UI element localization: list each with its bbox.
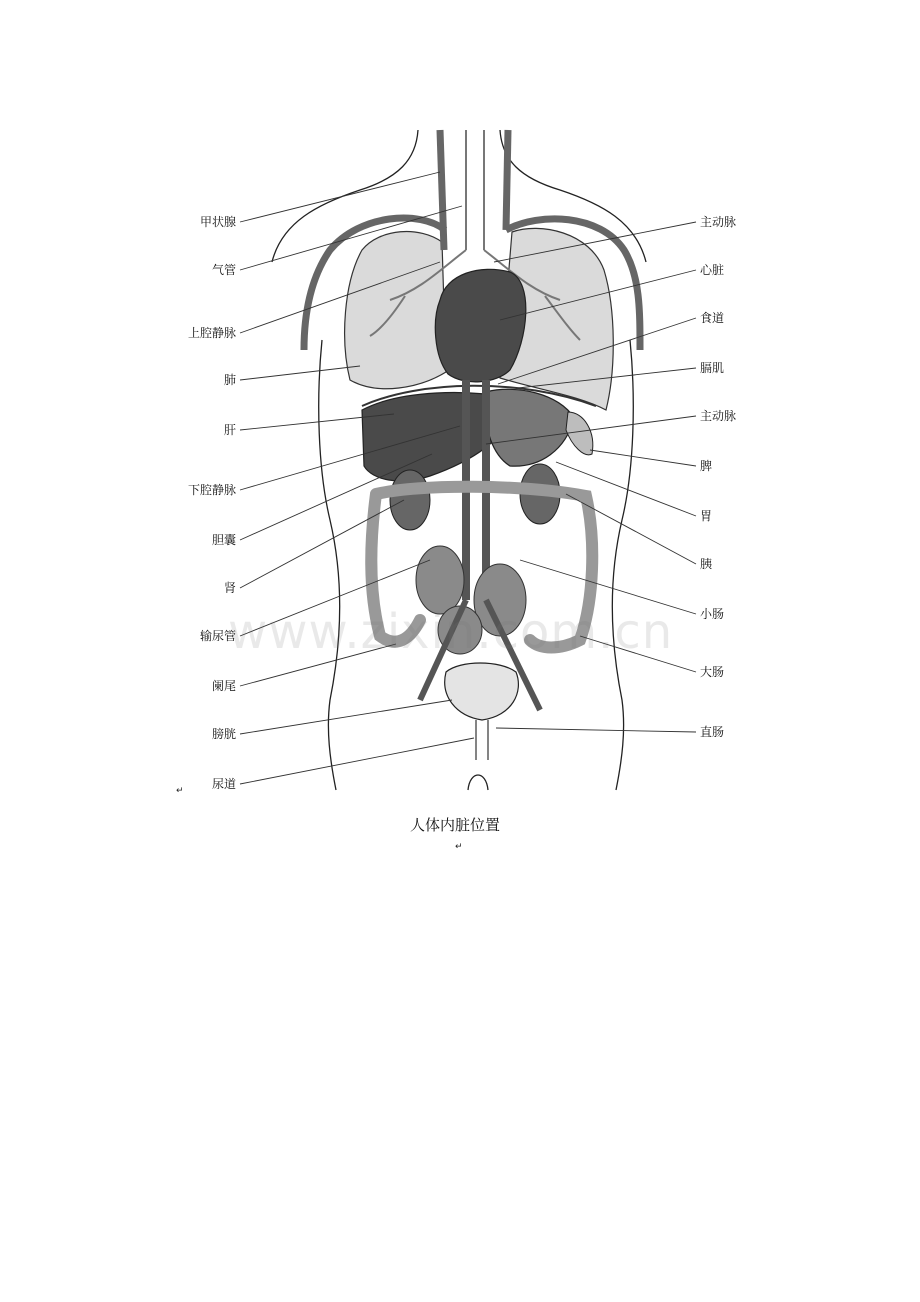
urethra-shape bbox=[476, 720, 488, 760]
label-svc: 上腔静脉 bbox=[187, 326, 236, 340]
kidneys bbox=[390, 464, 560, 530]
label-large-intestine: 大肠 bbox=[700, 665, 725, 679]
spleen-shape bbox=[566, 412, 593, 455]
label-ureter: 输尿管 bbox=[199, 629, 236, 643]
leader-line-bladder bbox=[240, 700, 452, 734]
label-urethra: 尿道 bbox=[211, 777, 236, 791]
label-heart: 心脏 bbox=[700, 263, 725, 277]
figure-caption: 人体内脏位置 bbox=[409, 816, 500, 834]
label-spleen: 脾 bbox=[700, 459, 713, 473]
label-trachea: 气管 bbox=[211, 263, 236, 277]
label-ivc: 下腔静脉 bbox=[187, 483, 236, 497]
label-thyroid: 甲状腺 bbox=[199, 215, 236, 229]
label-bladder: 膀胱 bbox=[211, 727, 236, 741]
label-liver: 肝 bbox=[223, 423, 236, 437]
leader-line-rectum bbox=[496, 728, 696, 732]
label-diaphragm: 膈肌 bbox=[700, 361, 725, 375]
label-small-intestine: 小肠 bbox=[700, 607, 725, 621]
label-pancreas: 胰 bbox=[700, 557, 713, 571]
paragraph-mark: ↵ bbox=[176, 786, 184, 796]
leader-line-spleen bbox=[590, 450, 696, 466]
bladder-shape bbox=[445, 663, 519, 720]
label-stomach: 胃 bbox=[700, 509, 713, 523]
leader-line-kidney bbox=[240, 500, 404, 588]
label-esophagus: 食道 bbox=[700, 311, 725, 325]
heart-shape bbox=[435, 269, 526, 382]
label-lung: 肺 bbox=[223, 373, 236, 387]
watermark: www.zixin.com.cn bbox=[228, 604, 674, 660]
label-aorta-top: 主动脉 bbox=[700, 215, 737, 229]
label-appendix: 阑尾 bbox=[211, 679, 236, 693]
leader-line-thyroid bbox=[240, 172, 440, 222]
label-rectum: 直肠 bbox=[700, 725, 725, 739]
stomach-shape bbox=[485, 389, 574, 466]
paragraph-mark: ↵ bbox=[455, 842, 463, 852]
label-kidney: 肾 bbox=[223, 581, 236, 595]
label-gallbladder: 胆囊 bbox=[211, 533, 236, 547]
label-aorta-abd: 主动脉 bbox=[700, 409, 737, 423]
leader-line-urethra bbox=[240, 738, 474, 784]
leader-line-lung bbox=[240, 366, 360, 380]
